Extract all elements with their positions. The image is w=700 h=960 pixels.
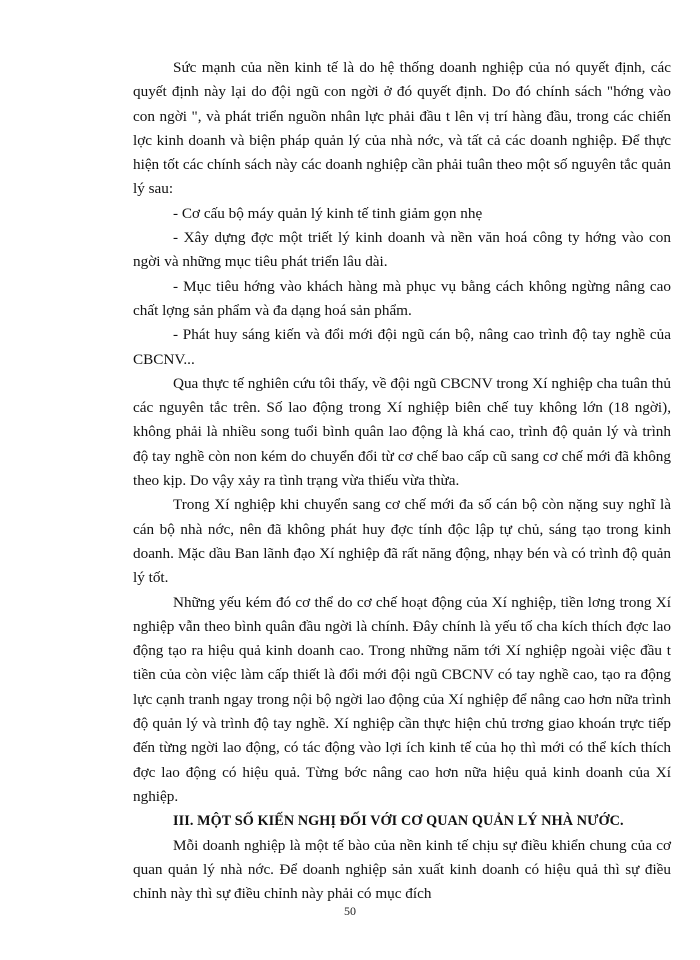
section-heading: III. MỘT SỐ KIẾN NGHỊ ĐỐI VỚI CƠ QUAN QUẢN LÝ NHÀ NƯỚC.	[173, 813, 624, 830]
paragraph-intro: Sức mạnh của nền kinh tế là do hệ thống doanh nghiệp của nó quyết định, các quyết định này lại do đội ngũ con ngời ở đó quyết định. Do đó chính sách "hớng vào con ngời ", và phát triển nguồn nhân lực phải đầu t lên vị trí hàng đầu, trong các chiến lợc kinh doanh và biện pháp quản lý của nhà nớc, và tất cả các doanh nghiệp. Để thực hiện tốt các chính sách này các doanh nghiệp cần phải tuân theo một số nguyên tắc quản lý sau:	[133, 59, 671, 198]
paragraph-research: Qua thực tế nghiên cứu tôi thấy, về đội ngũ CBCNV trong Xí nghiệp cha tuân thủ các nguyên tắc trên. Số lao động trong Xí nghiệp biên chế tuy không lớn (18 ngời), không phải là nhiều song tuổi bình quân lao động là khá cao, trình độ quản lý và trình độ tay nghề còn non kém do chuyển đổi từ cơ chế bao cấp cũ sang cơ chế mới đã không theo kịp. Do vậy xảy ra tình trạng vừa thiếu vừa thừa.	[133, 374, 671, 490]
body-text	[133, 56, 671, 906]
list-item: - Mục tiêu hớng vào khách hàng mà phục vụ bằng cách không ngừng nâng cao chất lợng sản phẩm và đa dạng hoá sản phẩm.	[133, 277, 671, 319]
paragraph-weakness: Những yếu kém đó cơ thể do cơ chế hoạt động của Xí nghiệp, tiền lơng trong Xí nghiệp vẫn theo bình quân đầu ngời là chính. Đây chính là yếu tố cha kích thích đợc lao động tạo ra hiệu quả kinh doanh cao. Trong những năm tới Xí nghiệp ngoài việc đầu t tiền của còn việc làm cấp thiết là đổi mới đội ngũ CBCNV có tay nghề cao, tạo ra động lực cạnh tranh ngay trong nội bộ ngời lao động của Xí nghiệp để nâng cao hơn nữa trình độ quản lý và trình độ tay nghề. Xí nghiệp cần thực hiện chủ trơng giao khoán trực tiếp đến từng ngời lao động, có tác động vào lợi ích kinh tế của họ thì mới có thể kích thích đợc lao động có hiệu quả. Từng bớc nâng cao hơn nữa hiệu quả kinh doanh của Xí nghiệp.	[133, 593, 671, 805]
list-item: - Phát huy sáng kiến và đổi mới đội ngũ cán bộ, nâng cao trình độ tay nghề của CBCNV...	[133, 326, 671, 368]
page-number: 50	[344, 904, 356, 918]
list-item: - Cơ cấu bộ máy quản lý kinh tế tinh giảm gọn nhẹ	[173, 204, 483, 222]
paragraph-final: Mỗi doanh nghiệp là một tế bào của nền kinh tế chịu sự điều khiển chung của cơ quan quản lý nhà nớc. Để doanh nghiệp sản xuất kinh doanh có hiệu quả thì sự điều chỉnh này thì sự điều chỉnh này phải có mục đích	[133, 836, 671, 903]
paragraph-transition: Trong Xí nghiệp khi chuyển sang cơ chế mới đa số cán bộ còn nặng suy nghĩ là cán bộ nhà nớc, nên đã không phát huy đợc tính độc lập tự chủ, sáng tạo trong kinh doanh. Mặc dầu Ban lãnh đạo Xí nghiệp đã rất năng động, nhạy bén và có trình độ quản lý tốt.	[133, 496, 671, 587]
list-item: - Xây dựng đợc một triết lý kinh doanh và nền văn hoá công ty hớng vào con ngời và những mục tiêu phát triển lâu dài.	[133, 229, 671, 271]
